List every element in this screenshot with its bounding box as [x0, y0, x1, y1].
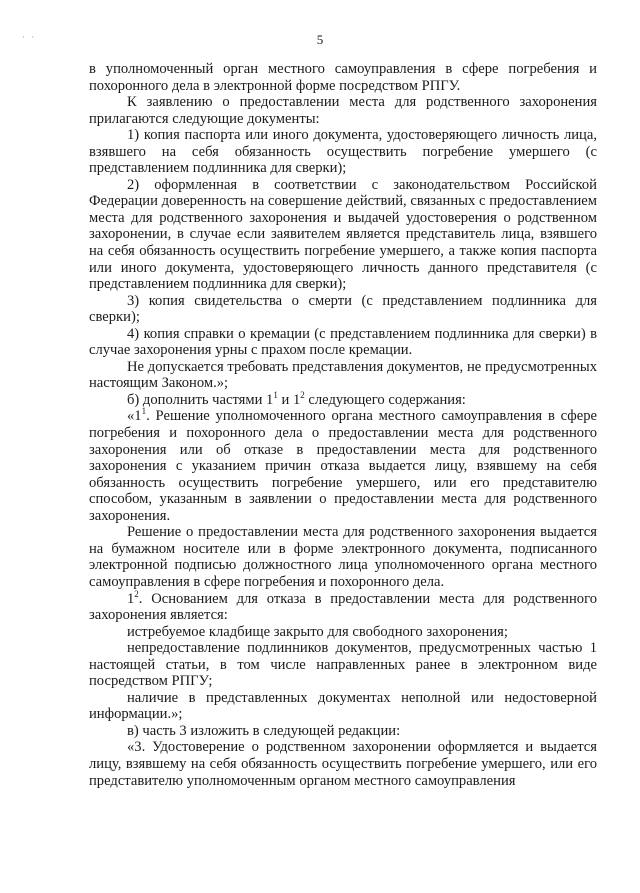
paragraph-decision-format: Решение о предоставлении места для родственного захоронения выдается на бумажном носителе или в форме электронного документа, подписанного электронной подписью должностного лица уполномоченного органа местного самоуправления в сфере погребения и похоронного дела. — [89, 524, 597, 590]
paragraph-amendment-c: в) часть 3 изложить в следующей редакции: — [127, 722, 401, 739]
list-item-1: 1) копия паспорта или иного документа, удостоверяющего личность лица, взявшего на себя обязанность осуществить погребение умершего (с представлением подлинника для сверки); — [89, 127, 597, 177]
scan-corner-mark: · · — [22, 32, 37, 42]
refusal-reason-2: непредоставление подлинников документов, предусмотренных частью 1 настоящей статьи, в том числе направленных ранее в электронном виде посредством РПГУ; — [89, 640, 597, 690]
refusal-reason-3: наличие в представленных документах неполной или недостоверной информации.»; — [89, 689, 597, 723]
list-item-4: 4) копия справки о кремации (с представлением подлинника для сверки) в случае захоронения урны с прахом после кремации. — [89, 325, 597, 359]
paragraph-amendment-b: б) дополнить частями $1^1$ и $1^2$ следующего содержания: — [127, 390, 466, 408]
paragraph-attachments-intro: К заявлению о предоставлении места для родственного захоронения прилагаются следующие документы: — [89, 94, 597, 127]
page-number: 5 — [316, 32, 324, 47]
paragraph-continuation: в уполномоченный орган местного самоуправления в сфере погребения и похоронного дела в электронной форме посредством РПГУ. — [89, 61, 597, 94]
list-item-3: 3) копия свидетельства о смерти (с представлением подлинника для сверки); — [89, 292, 597, 326]
paragraph-part-1-2: $1^2$. Основанием для отказа в предоставлении места для родственного захоронения является: — [89, 588, 597, 624]
paragraph-part-1-1: «$1^1$. Решение уполномоченного органа местного самоуправления в сфере погребения и похоронного дела о предоставлении места для родственного захоронения или об отказе в предоставлении места для родственного захоронения с указанием причин отказа выдается лицу, взявшему на себя обязанность осуществить погребение умершего, или его представителю способом, указанным в заявлении о предоставлении места для родственного захоронения. — [89, 406, 597, 524]
document-body — [89, 61, 597, 789]
paragraph-not-permitted: Не допускается требовать представления документов, не предусмотренных настоящим Законом.»; — [89, 358, 597, 392]
paragraph-part-3: «3. Удостоверение о родственном захоронении оформляется и выдается лицу, взявшему на себя обязанность осуществить погребение умершего, или его представителю уполномоченным органом местного самоуправления — [89, 739, 597, 789]
refusal-reason-1: истребуемое кладбище закрыто для свободного захоронения; — [127, 623, 508, 640]
list-item-2: 2) оформленная в соответствии с законодательством Российской Федерации доверенность на совершение действий, связанных с предоставлением места для родственного захоронения и выдачей удостоверения о родственном захоронении, в случае если заявителем является представитель лица, взявшего на себя обязанность осуществить погребение умершего, а также копия паспорта или иного документа, удостоверяющего личность данного представителя (с представлением подлинника для сверки); — [89, 176, 597, 293]
